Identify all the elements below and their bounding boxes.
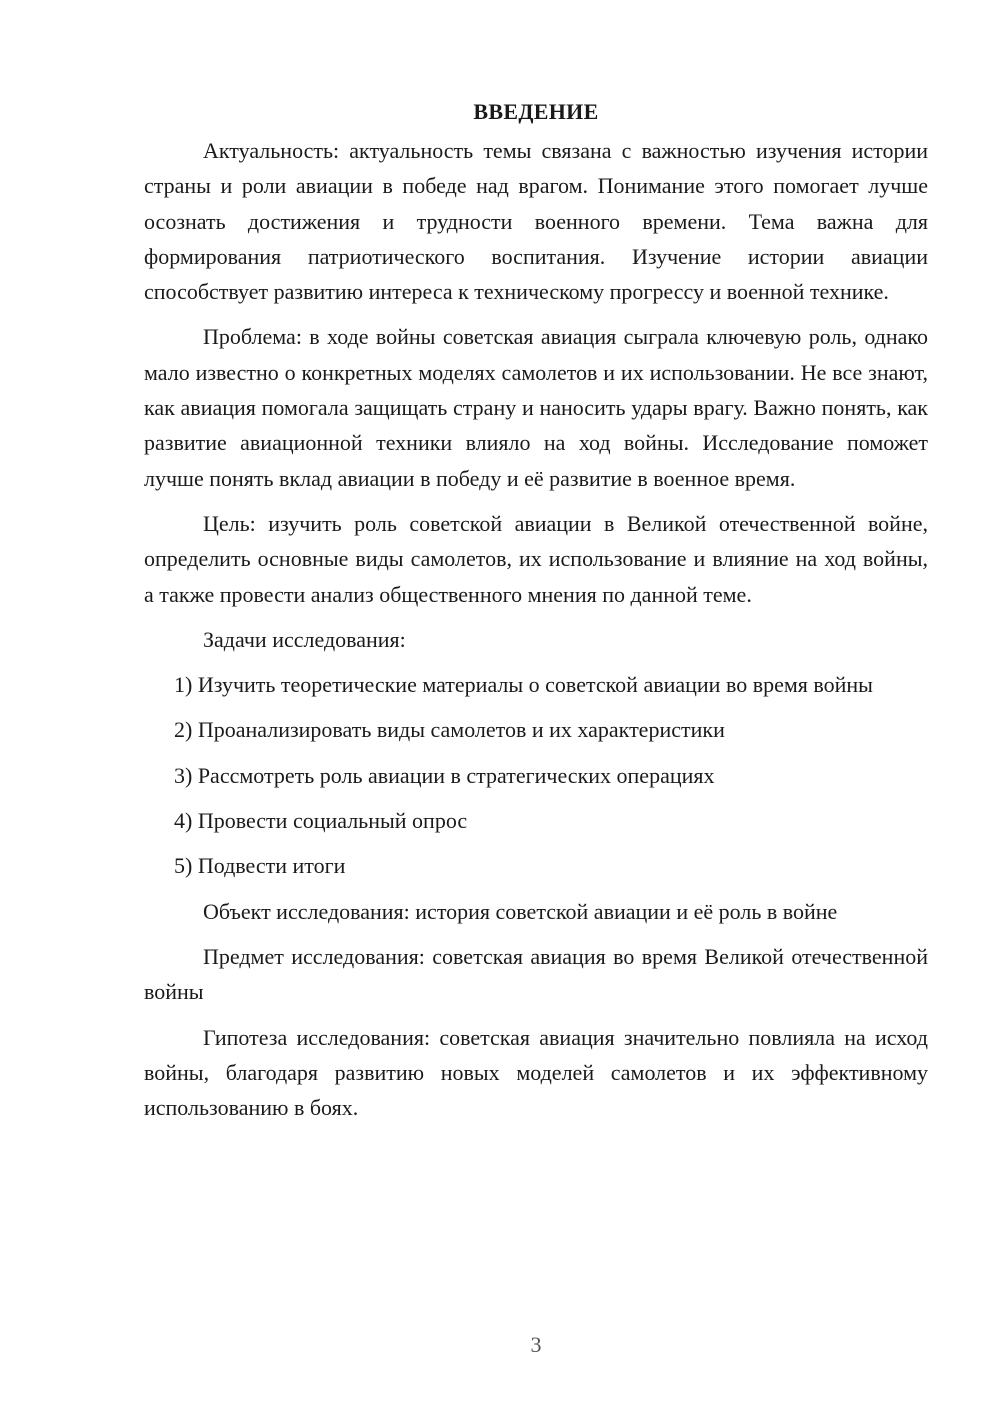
task-item-4: 4) Провести социальный опрос: [174, 808, 468, 834]
paragraph-goal: Цель: изучить роль советской авиации в Великой отечественной войне, определить основные виды самолетов, их использование и влияние на ход войны, а также провести анализ общественного мнения по данной теме.: [144, 510, 928, 607]
paragraph-relevance: Актуальность: актуальность темы связана с важностью изучения истории страны и роли авиации в победе над врагом. Понимание этого помогает лучше осознать достижения и трудности военного времени. Тема важна для формирования патриотического воспитания. Изучение истории авиации способствует развитию интереса к техническому прогрессу и военной технике.: [144, 138, 928, 305]
page-content: [144, 94, 928, 1135]
tasks-heading: Задачи исследования:: [203, 626, 406, 652]
paragraph-problem: Проблема: в ходе войны советская авиация сыграла ключевую роль, однако мало известно о конкретных моделях самолетов и их использовании. Не все знают, как авиация помогала защищать страну и наносить удары врагу. Важно понять, как развитие авиационной техники влияло на ход войны. Исследование поможет лучше понять вклад авиации в победу и её развитие в военное время.: [144, 324, 928, 491]
page-number: 3: [530, 1332, 542, 1357]
paragraph-subject: Предмет исследования: советская авиация во время Великой отечественной войны: [144, 943, 928, 1005]
task-item-1: 1) Изучить теоретические материалы о советской авиации во время войны: [174, 672, 873, 698]
paragraph-hypothesis: Гипотеза исследования: советская авиация значительно повлияла на исход войны, благодаря развитию новых моделей самолетов и их эффективному использованию в боях.: [144, 1024, 928, 1121]
task-item-2: 2) Проанализировать виды самолетов и их характеристики: [174, 717, 725, 743]
paragraph-object: Объект исследования: история советской авиации и её роль в войне: [203, 898, 838, 924]
task-item-5: 5) Подвести итоги: [174, 853, 346, 879]
task-item-3: 3) Рассмотреть роль авиации в стратегических операциях: [174, 762, 715, 788]
page-title: ВВЕДЕНИЕ: [473, 99, 599, 124]
